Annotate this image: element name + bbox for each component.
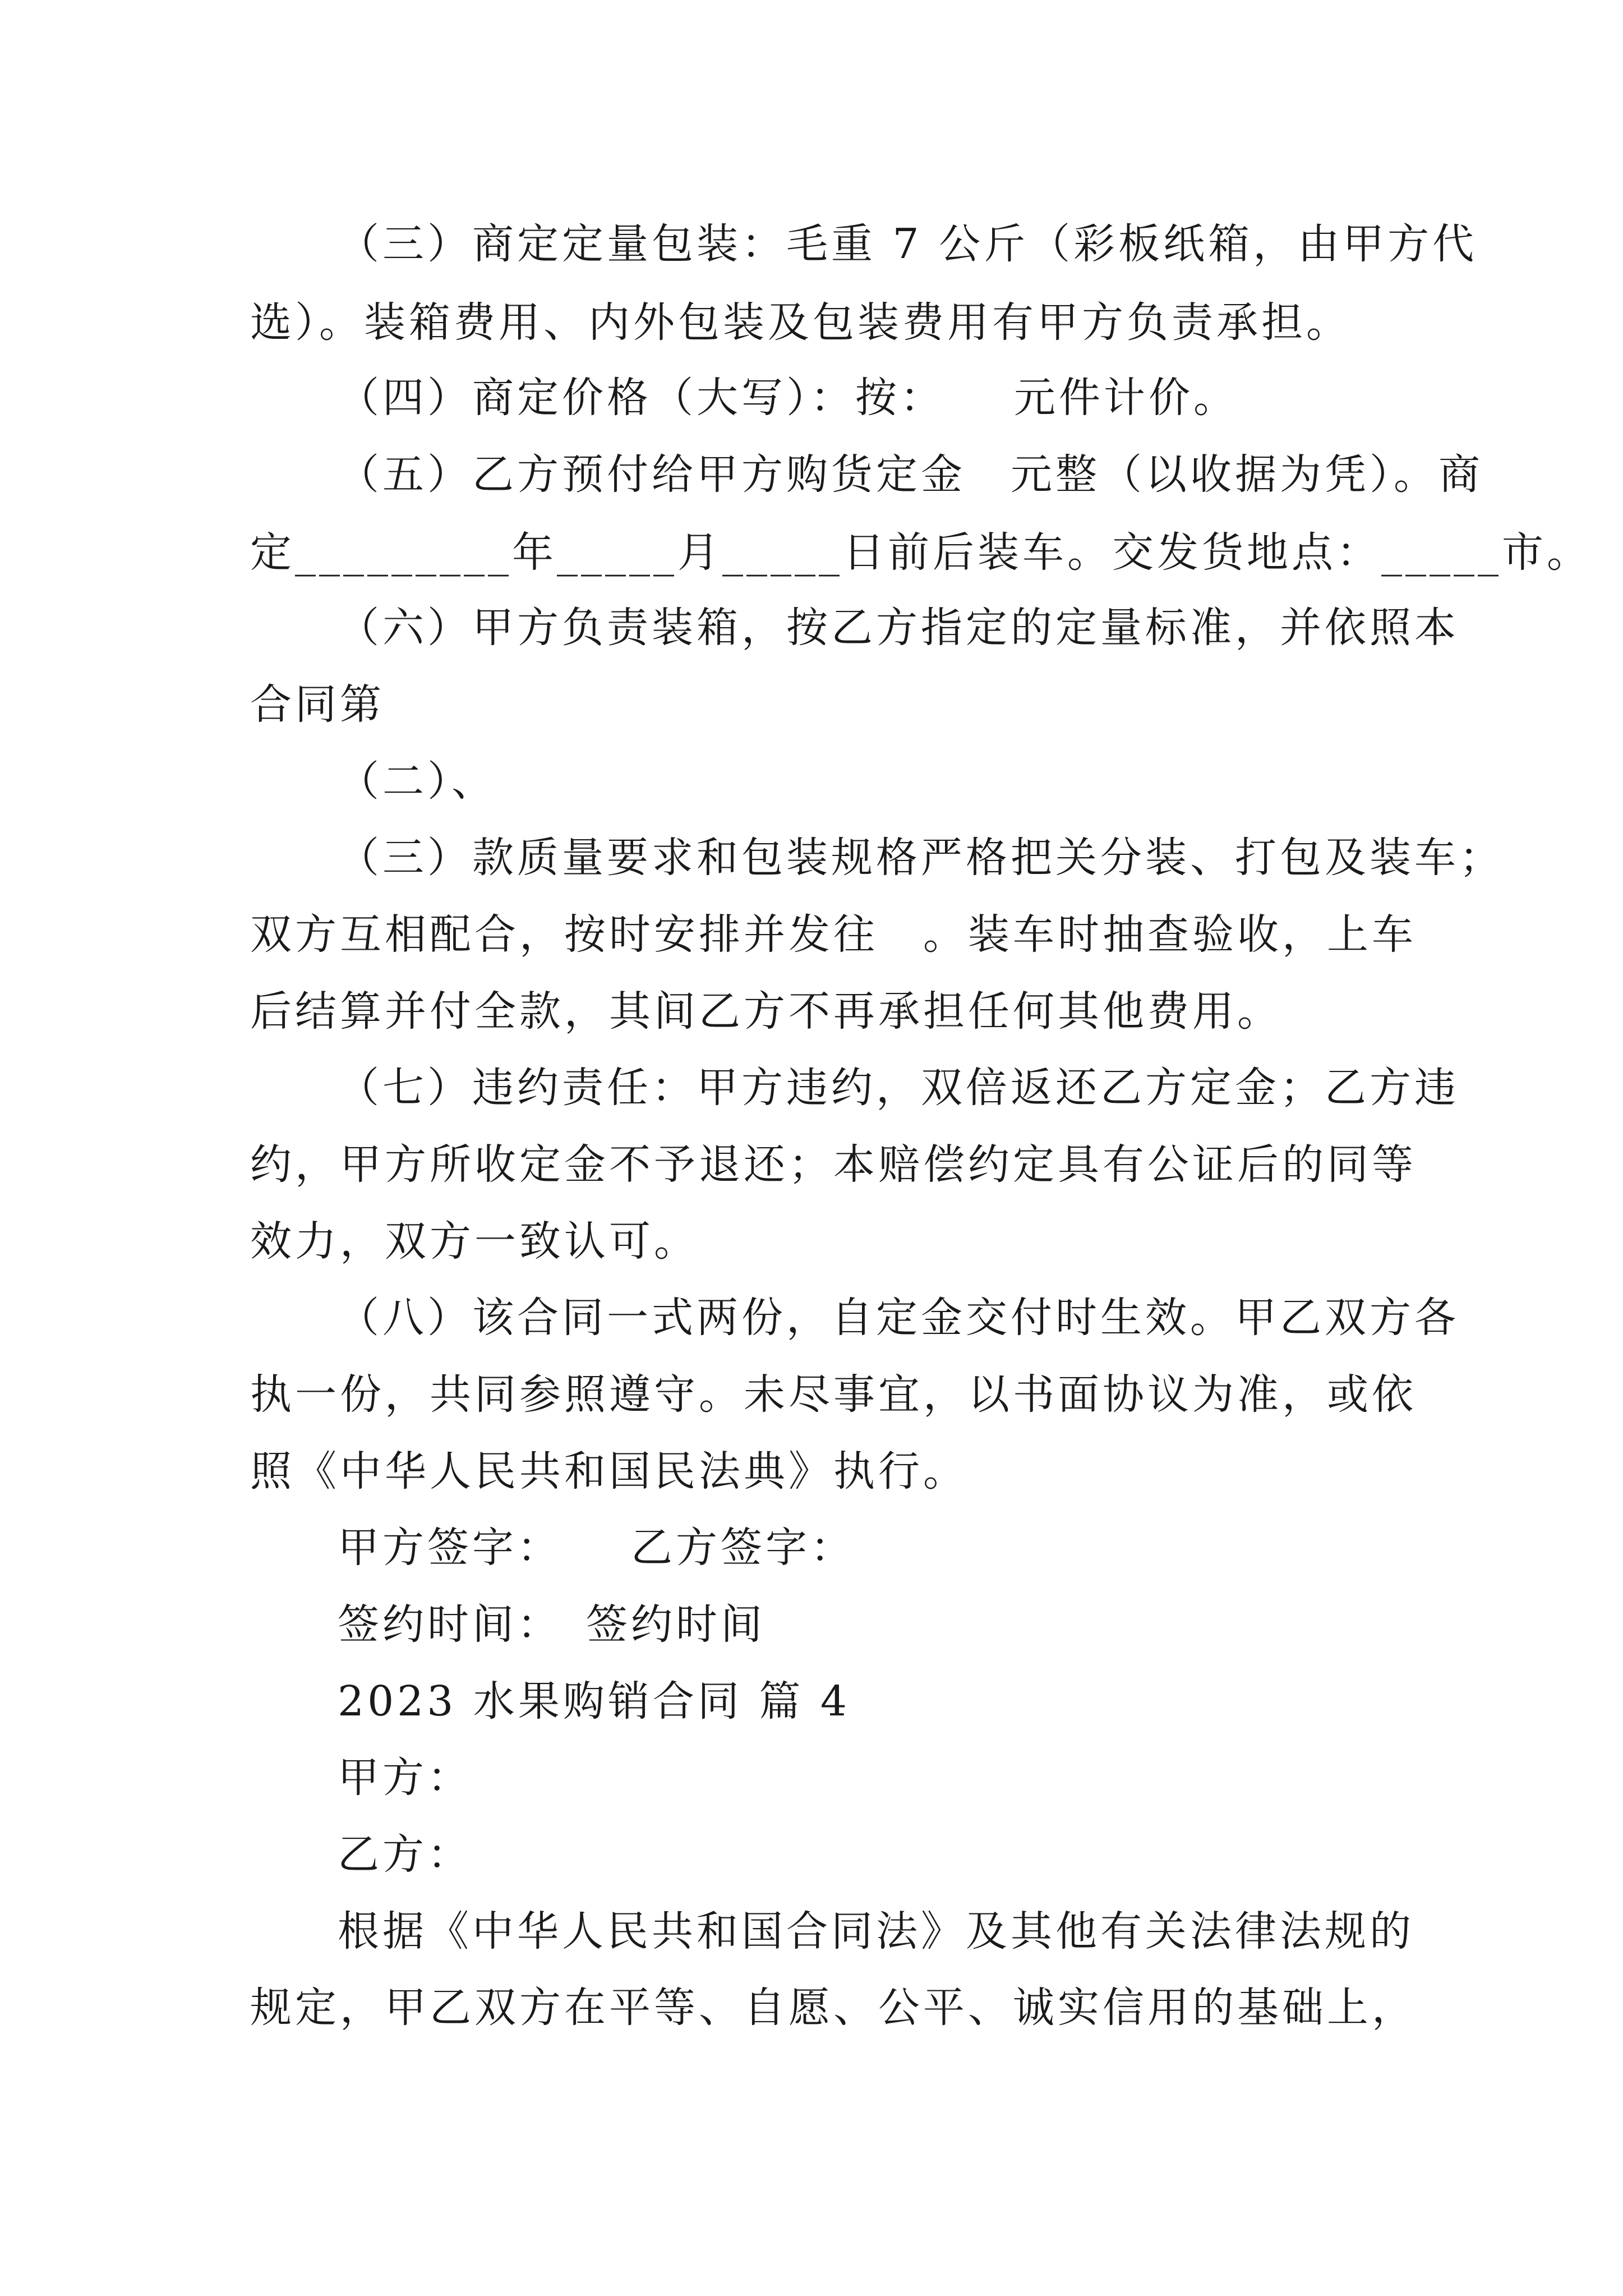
paragraph-line: 执一份，共同参照遵守。未尽事宜，以书面协议为准，或依 xyxy=(250,1370,1417,1419)
paragraph-line: （六）甲方负责装箱，按乙方指定的定量标准，并依照本 xyxy=(338,604,1459,652)
paragraph-line: 后结算并付全款，其间乙方不再承担任何其他费用。 xyxy=(250,987,1282,1036)
paragraph-line: 选）。装箱费用、内外包装及包装费用有甲方负责承担。 xyxy=(250,298,1351,347)
paragraph-line: （三）款质量要求和包装规格严格把关分装、打包及装车； xyxy=(338,834,1504,882)
party-a-line: 甲方： xyxy=(338,1754,472,1802)
party-b-line: 乙方： xyxy=(338,1830,472,1879)
paragraph-line: 合同第 xyxy=(250,680,385,729)
paragraph-line: 效力，双方一致认可。 xyxy=(250,1217,699,1266)
paragraph-line: （八）该合同一式两份，自定金交付时生效。甲乙双方各 xyxy=(338,1294,1459,1342)
paragraph-line: （五）乙方预付给甲方购货定金 元整（以收据为凭）。商 xyxy=(338,450,1483,499)
paragraph-line: 定_________年_____月_____日前后装车。交发货地点：_____市。 xyxy=(250,528,1592,577)
paragraph-line: （二）、 xyxy=(338,757,496,806)
paragraph-line: 双方互相配合，按时安排并发往 。装车时抽查验收，上车 xyxy=(250,910,1417,959)
paragraph-line: 照《中华人民共和国民法典》执行。 xyxy=(250,1447,968,1496)
signature-line: 甲方签字： 乙方签字： xyxy=(338,1524,855,1572)
paragraph-line: 根据《中华人民共和国合同法》及其他有关法律法规的 xyxy=(338,1907,1414,1955)
paragraph-line: （七）违约责任：甲方违约，双倍返还乙方定金；乙方违 xyxy=(338,1064,1459,1112)
section-heading: 2023 水果购销合同 篇 4 xyxy=(338,1677,850,1726)
paragraph-line: （四）商定价格（大写）：按： 元件计价。 xyxy=(338,374,1238,422)
paragraph-line: 约，甲方所收定金不予退还；本赔偿约定具有公证后的同等 xyxy=(250,1140,1417,1189)
signing-date-line: 签约时间： 签约时间 xyxy=(338,1600,766,1649)
paragraph-line: 规定，甲乙双方在平等、自愿、公平、诚实信用的基础上， xyxy=(250,1984,1417,2032)
paragraph-line: （三）商定定量包装：毛重 7 公斤（彩板纸箱，由甲方代 xyxy=(338,220,1478,268)
